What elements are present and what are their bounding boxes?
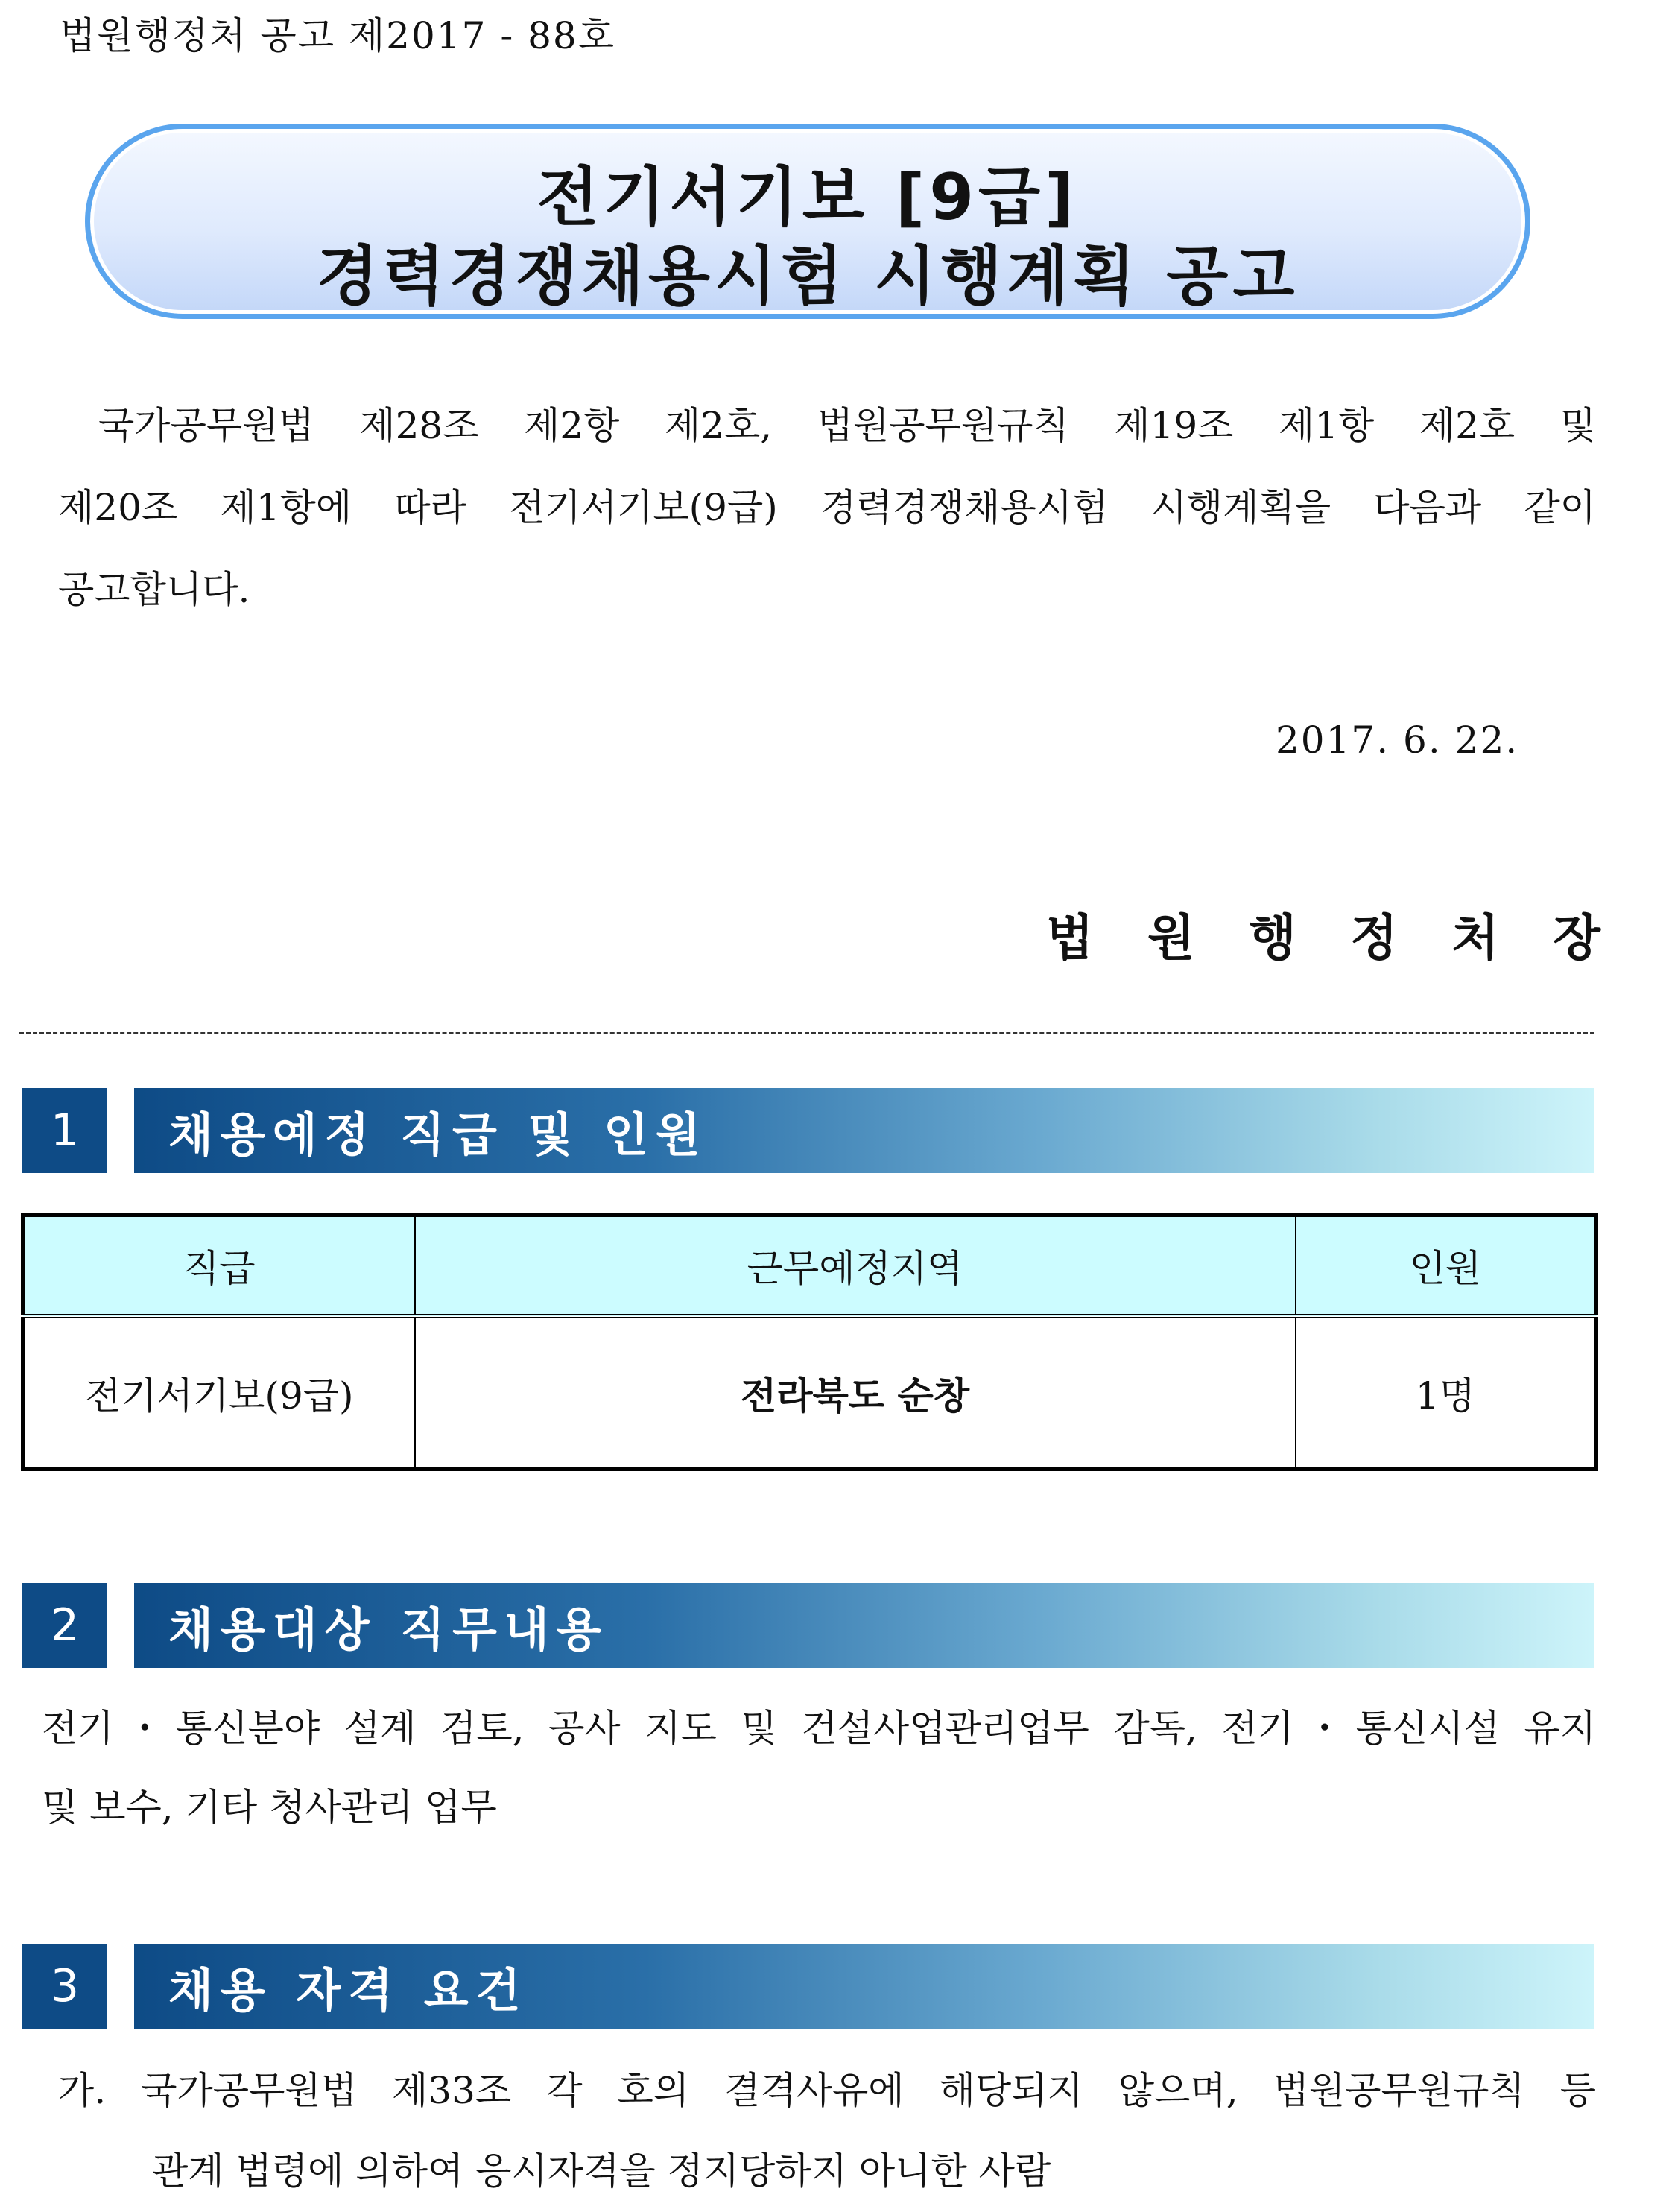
- section-3-number: 3: [22, 1944, 107, 2029]
- section-1-number: 1: [22, 1088, 107, 1173]
- title-banner: [85, 124, 1530, 319]
- intro-line-3: 공고합니다.: [58, 568, 250, 611]
- title-line-2: 경력경쟁채용시험 시행계획 공고: [316, 239, 1299, 314]
- section-2-title: 채용대상 직무내용: [134, 1583, 1594, 1668]
- intro-line-1: 국가공무원법 제28조 제2항 제2호, 법원공무원규칙 제19조 제1항 제2호 및: [98, 404, 1596, 447]
- notice-number: 법원행정처 공고 제2017 - 88호: [60, 14, 616, 57]
- header-region: 근무예정지역: [415, 1216, 1296, 1317]
- requirement-line-2: 관계 법령에 의하여 응시자격을 정지당하지 아니한 사람: [152, 2149, 1051, 2193]
- section-1-title: 채용예정 직급 및 인원: [134, 1088, 1594, 1173]
- cell-grade: 전기서기보(9급): [23, 1316, 415, 1470]
- signer-char: 법: [1046, 909, 1094, 967]
- announcement-date: 2017. 6. 22.: [1276, 718, 1519, 762]
- dashed-divider: [19, 1032, 1594, 1034]
- requirement-line-1: 가. 국가공무원법 제33조 각 호의 결격사유에 해당되지 않으며, 법원공무원규칙 등: [58, 2069, 1596, 2112]
- signer-char: 처: [1451, 909, 1499, 967]
- signer: [1046, 898, 1600, 969]
- signer-char: 장: [1553, 909, 1600, 967]
- table-header-row: [23, 1216, 1597, 1317]
- signer-char: 정: [1350, 909, 1398, 967]
- signer-char: 원: [1147, 909, 1195, 967]
- section-2-number: 2: [22, 1583, 107, 1668]
- table-row: [23, 1316, 1597, 1470]
- cell-headcount: 1명: [1296, 1316, 1597, 1470]
- header-headcount: 인원: [1296, 1216, 1597, 1317]
- section-3-title: 채용 자격 요건: [134, 1944, 1594, 2029]
- duties-line-1: 전기・통신분야 설계 검토, 공사 지도 및 건설사업관리업무 감독, 전기・통신시설 유지: [42, 1707, 1596, 1750]
- intro-line-2: 제20조 제1항에 따라 전기서기보(9급) 경력경쟁채용시험 시행계획을 다음과 같이: [58, 486, 1596, 529]
- signer-char: 행: [1249, 909, 1296, 967]
- title-line-1: 전기서기보 [9급]: [536, 160, 1079, 235]
- cell-region: 전라북도 순창: [415, 1316, 1296, 1470]
- duties-line-2: 및 보수, 기타 청사관리 업무: [42, 1786, 497, 1829]
- positions-table: [21, 1213, 1598, 1471]
- header-grade: 직급: [23, 1216, 415, 1317]
